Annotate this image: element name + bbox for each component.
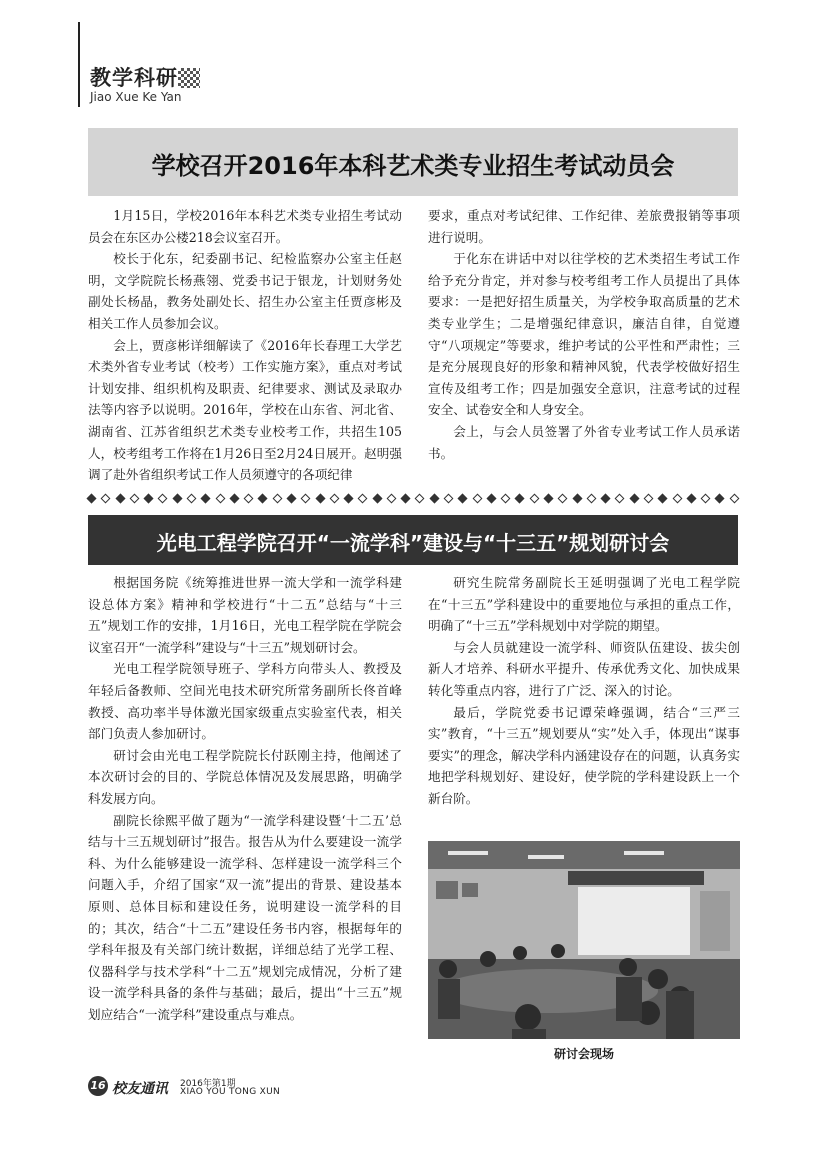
article1-title-banner — [88, 128, 738, 196]
diamond-icon — [601, 493, 611, 503]
diamond-icon — [329, 493, 339, 503]
diamond-separator — [88, 490, 738, 506]
page-number: 16 — [88, 1076, 108, 1096]
diamond-icon — [286, 493, 296, 503]
diamond-icon — [686, 493, 696, 503]
diamond-icon — [187, 493, 197, 503]
diamond-icon — [229, 493, 239, 503]
diamond-icon — [87, 493, 97, 503]
article2-title: 光电工程学院召开“一流学科”建设与“十三五”规划研讨会 — [156, 531, 670, 555]
diamond-icon — [572, 493, 582, 503]
diamond-icon — [101, 493, 111, 503]
diamond-icon — [615, 493, 625, 503]
article1-paragraph: 于化东在讲话中对以往学校的艺术类招生考试工作给予充分肯定，并对参与校考组考工作人员提出了具体要求：一是把好招生质量关，为学校争取高质量的艺术类专业学生；二是增强纪律意识，廉洁自律，自觉遵守“八项规定”等要求，维护考试的公平性和严肃性；三是充分展现良好的形象和精神风貌，代表学校做好招生宣传及组考工作；四是加强安全意识，注意考试的过程安全、试卷安全和人身安全。 — [428, 251, 740, 418]
article2-paragraph: 最后，学院党委书记谭荣峰强调，结合“三严三实”教育，“十三五”规划要从“实”处入手，体现出“谋事要实”的理念，解决学科内涵建设存在的问题，认真务实地把学科规划好、建设好，使学院的学科建设跃上一个新台阶。 — [428, 704, 740, 806]
article2-column-right — [428, 572, 740, 810]
diamond-icon — [472, 493, 482, 503]
diamond-icon — [672, 493, 682, 503]
section-subtitle: Jiao Xue Ke Yan — [90, 90, 182, 104]
diamond-icon — [629, 493, 639, 503]
diamond-icon — [115, 493, 125, 503]
diamond-icon — [401, 493, 411, 503]
diamond-icon — [315, 493, 325, 503]
diamond-icon — [715, 493, 725, 503]
diamond-icon — [658, 493, 668, 503]
diamond-icon — [244, 493, 254, 503]
article1-column-right — [428, 205, 740, 464]
header-rule — [78, 22, 80, 107]
diamond-icon — [215, 493, 225, 503]
article1-column-left — [88, 205, 402, 486]
article2-paragraph: 与会人员就建设一流学科、师资队伍建设、拔尖创新人才培养、科研水平提升、传承优秀文化、加快成果转化等重点内容，进行了广泛、深入的讨论。 — [428, 639, 740, 698]
issue-label: 2016年第1期 — [180, 1079, 236, 1089]
magazine-name: 校友通讯 — [112, 1081, 168, 1097]
diamond-icon — [486, 493, 496, 503]
diamond-icon — [701, 493, 711, 503]
diamond-icon — [729, 493, 739, 503]
diamond-icon — [501, 493, 511, 503]
article2-title-banner — [88, 515, 738, 565]
diamond-icon — [372, 493, 382, 503]
diamond-icon — [544, 493, 554, 503]
diamond-icon — [172, 493, 182, 503]
meeting-photo-illustration — [428, 841, 740, 1039]
diamond-icon — [344, 493, 354, 503]
article1-paragraph: 会上，贾彦彬详细解读了《2016年长春理工大学艺术类外省专业考试（校考）工作实施方案》，重点对考试计划安排、组织机构及职责、纪律要求、测试及录取办法等内容予以说明。2016年，学校在山东省、河北省、湖南省、江苏省组织艺术类专业校考工作，共招生105人，校考组考工作将在1月26日至2月24日展开。赵明强调了赴外省组织考试工作人员须遵守的各项纪律 — [88, 337, 402, 483]
diamond-icon — [515, 493, 525, 503]
meeting-photo — [428, 841, 740, 1039]
diamond-icon — [258, 493, 268, 503]
article2-column-left — [88, 572, 402, 1025]
article2-paragraph: 副院长徐熙平做了题为“一流学科建设暨‘十二五’总结与十三五规划研讨”报告。报告从为什么要建设一流学科、为什么能够建设一流学科、怎样建设一流学科三个问题入手，介绍了国家“双一流”提出的背景、建设基本原则、总体目标和建设任务，说明建设一流学科的目的；其次，结合“十二五”建设任务书内容，根据每年的学科年报及有关部门统计数据，详细总结了光学工程、仪器科学与技术学科“十二五”规划完成情况，分析了建设一流学科具备的条件与基础；最后，提出“十三五”规划应结合“一流学科”建设重点与难点。 — [88, 812, 402, 1022]
diamond-icon — [429, 493, 439, 503]
diamond-icon — [301, 493, 311, 503]
section-title: 教学科研 — [90, 66, 178, 90]
diamond-icon — [201, 493, 211, 503]
checker-ornament-icon — [178, 68, 200, 88]
article1-paragraph-continued: 要求，重点对考试纪律、工作纪律、差旅费报销等事项进行说明。 — [428, 208, 740, 245]
magazine-name-en: XIAO YOU TONG XUN — [180, 1087, 281, 1097]
diamond-icon — [444, 493, 454, 503]
photo-caption: 研讨会现场 — [553, 1047, 614, 1061]
diamond-icon — [272, 493, 282, 503]
diamond-icon — [358, 493, 368, 503]
diamond-icon — [558, 493, 568, 503]
diamond-icon — [129, 493, 139, 503]
article2-paragraph: 研究生院常务副院长王延明强调了光电工程学院在“十三五”学科建设中的重要地位与承担的重点工作，明确了“十三五”学科规划中对学院的期望。 — [428, 575, 740, 634]
article2-paragraph: 研讨会由光电工程学院院长付跃刚主持，他阐述了本次研讨会的目的、学院总体情况及发展思路，明确学科发展方向。 — [88, 747, 402, 806]
diamond-icon — [644, 493, 654, 503]
article2-paragraph: 根据国务院《统筹推进世界一流大学和一流学科建设总体方案》精神和学校进行“十二五”总结与“十三五”规划工作的安排，1月16日，光电工程学院在学院会议室召开“一流学科”建设与“十三五”规划研讨会。 — [88, 575, 402, 655]
article2-paragraph: 光电工程学院领导班子、学科方向带头人、教授及年轻后备教师、空间光电技术研究所常务副所长佟首峰教授、高功率半导体激光国家级重点实验室代表，相关部门负责人参加研讨。 — [88, 661, 402, 742]
diamond-icon — [529, 493, 539, 503]
diamond-icon — [586, 493, 596, 503]
diamond-icon — [144, 493, 154, 503]
article1-paragraph: 校长于化东，纪委副书记、纪检监察办公室主任赵明，文学院院长杨燕翎、党委书记于银龙，计划财务处副处长杨晶，教务处副处长、招生办公室主任贾彦彬及相关工作人员参加会议。 — [88, 251, 402, 331]
article1-title: 学校召开2016年本科艺术类专业招生考试动员会 — [151, 152, 675, 180]
diamond-icon — [415, 493, 425, 503]
diamond-icon — [158, 493, 168, 503]
diamond-icon — [458, 493, 468, 503]
article1-paragraph: 会上，与会人员签署了外省专业考试工作人员承诺书。 — [428, 423, 740, 461]
diamond-icon — [386, 493, 396, 503]
article1-paragraph: 1月15日，学校2016年本科艺术类专业招生考试动员会在东区办公楼218会议室召开。 — [88, 208, 402, 245]
